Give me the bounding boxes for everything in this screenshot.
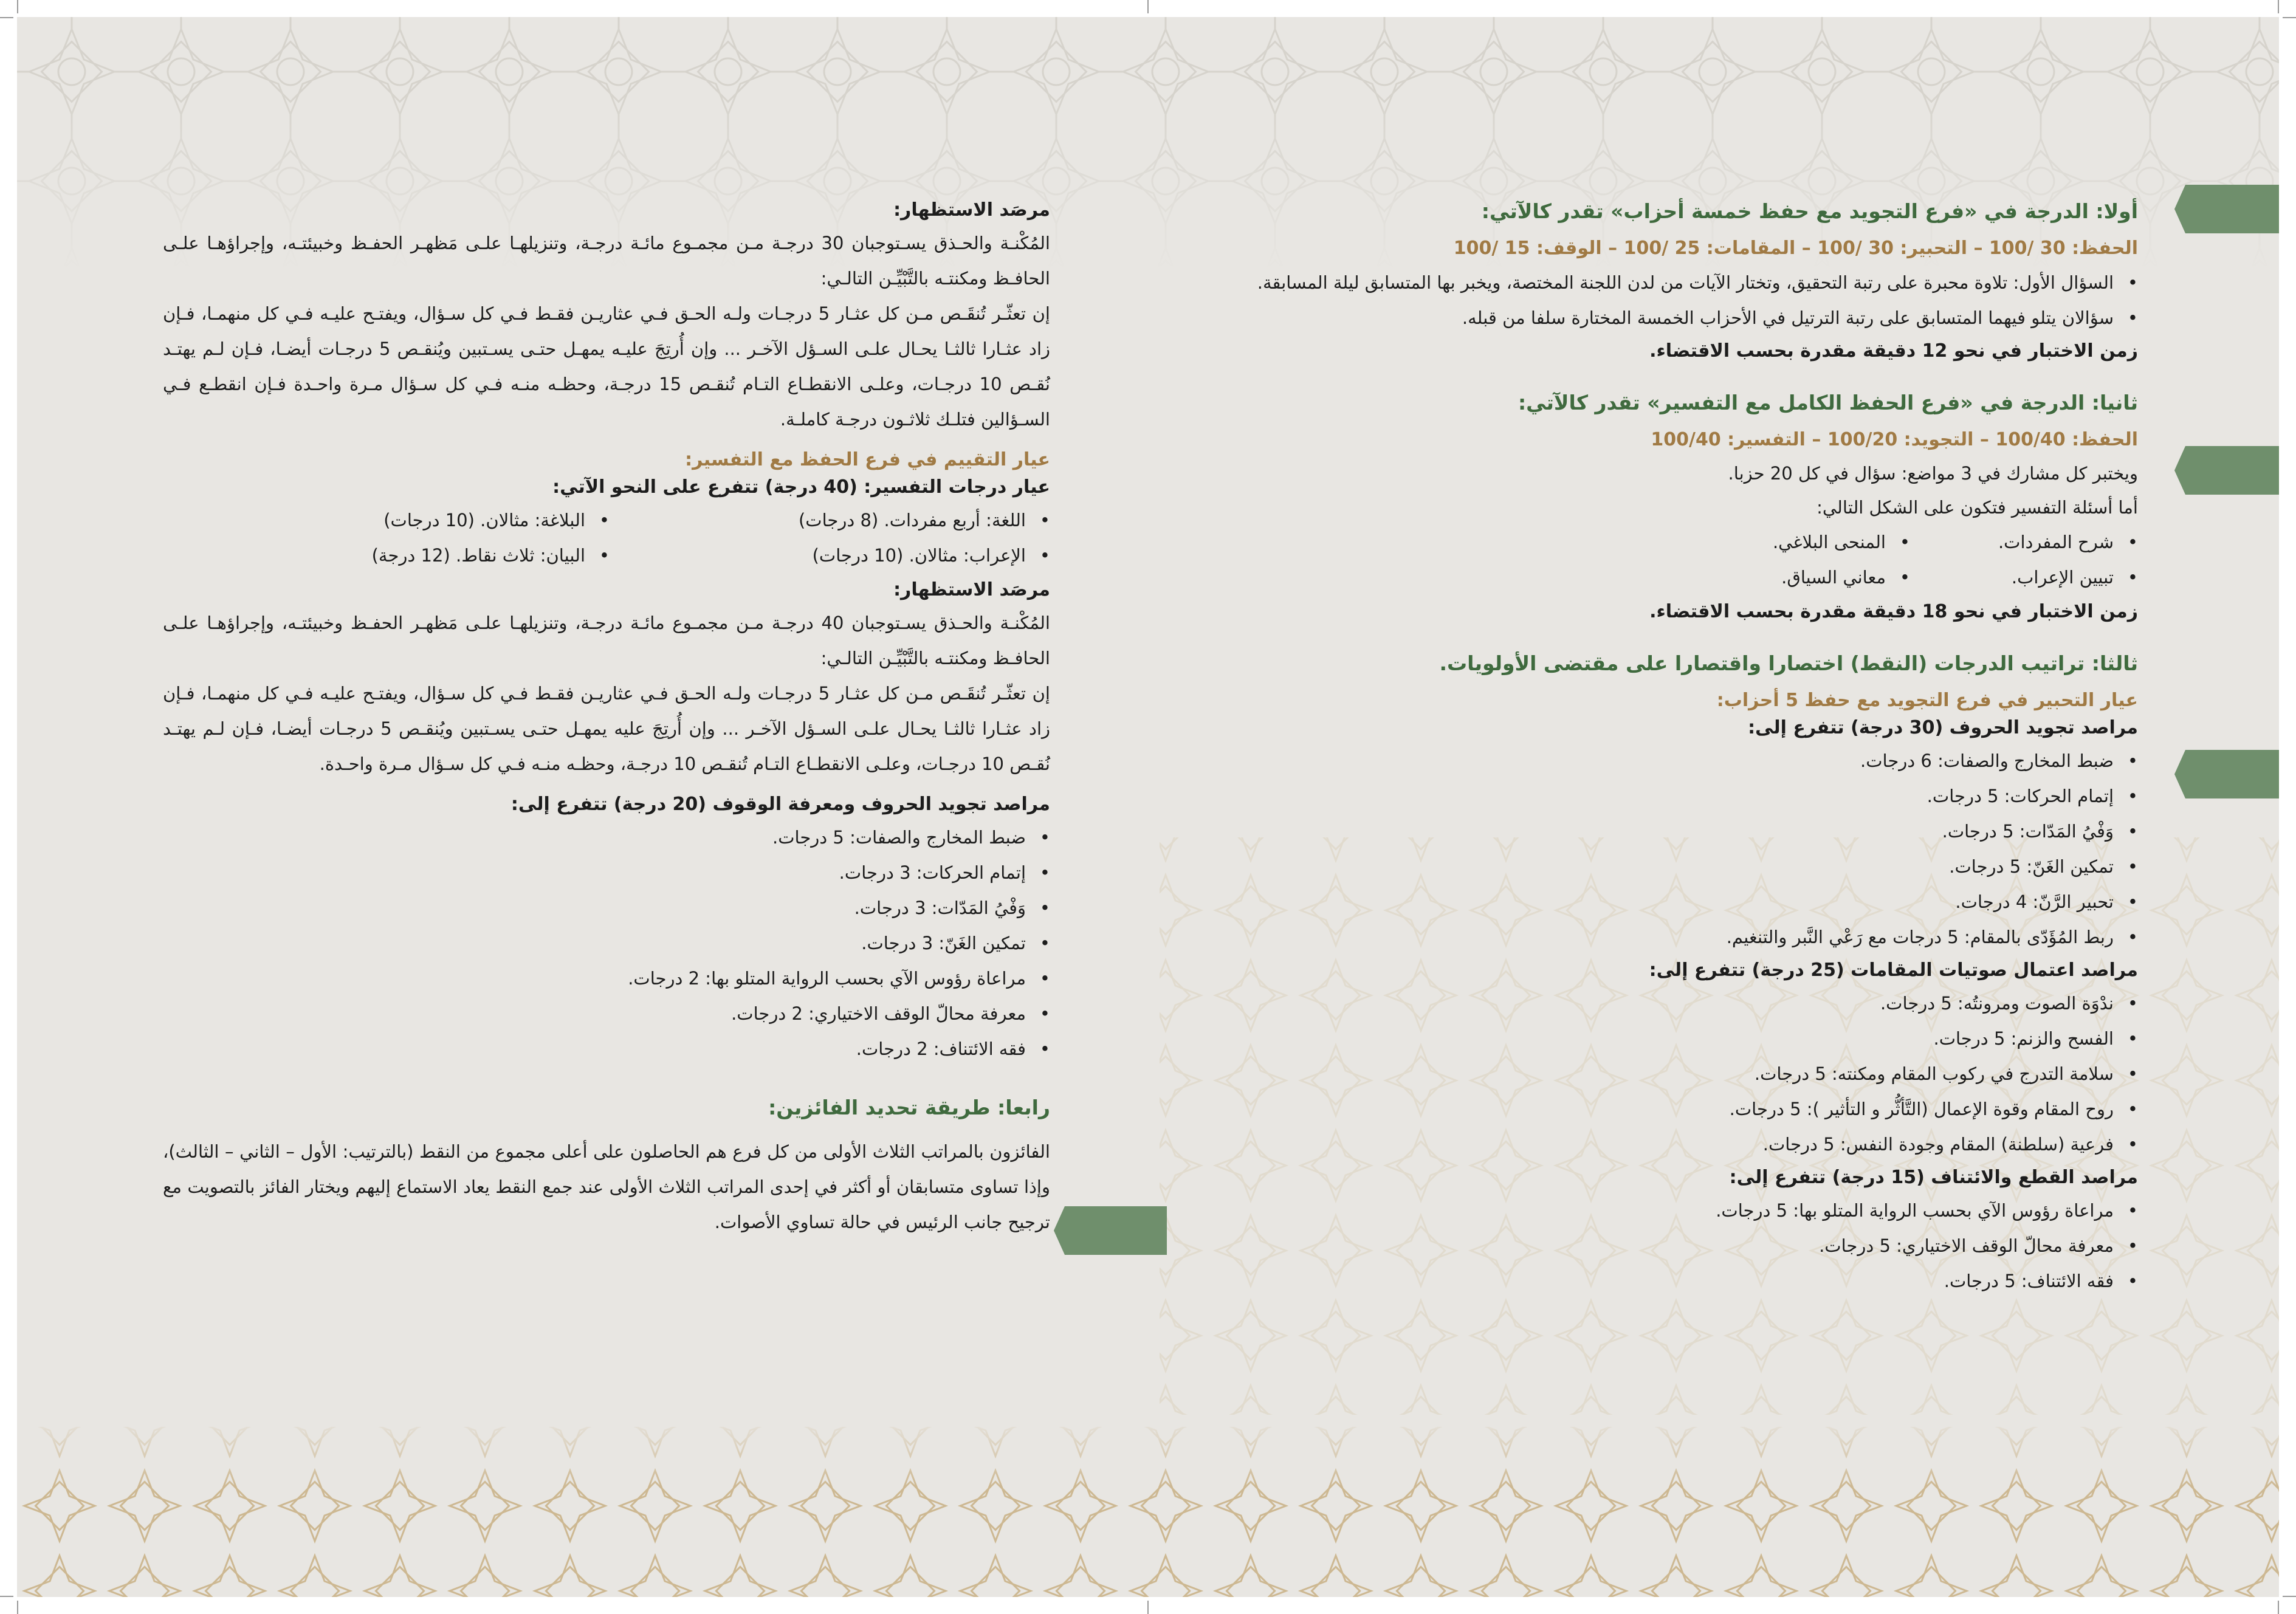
section-tab-2 [2185, 446, 2279, 495]
section-2-time: زمن الاختبار في نحو 18 دقيقة مقدرة بحسب الاقتضاء. [1649, 601, 2138, 622]
section-1-weights: الحفظ: 30 /100 – التحبير: 30 /100 – المقامات: 25 /100 – الوقف: 15 /100 [1453, 238, 2138, 259]
list-item: • السؤال الأول: تلاوة محبرة على رتبة التحقيق، وتختار الآيات من لدن اللجنة المختصة، ويخبر بها المتسابق ليلة المسابقة. [1245, 265, 2114, 300]
section-1-time: زمن الاختبار في نحو 12 دقيقة مقدرة بحسب الاقتضاء. [1649, 340, 2138, 362]
list-item: • شرح المفردات. [1904, 524, 2114, 560]
memorization-heading-2: مرصَد الاستظهار: [893, 579, 1050, 600]
crop-mark [17, 1601, 18, 1614]
list-item: • اللغة: أربع مفردات. (8 درجات) [603, 503, 1026, 538]
list-item: • إتمام الحركات: 3 درجات. [163, 855, 1026, 890]
section-tab-4 [1065, 1206, 1167, 1255]
list-item: • وَفْيُ المَدّات: 3 درجات. [163, 890, 1026, 925]
tafsir-grades-list [163, 503, 1050, 573]
list-item: • الإعراب: مثالان. (10 درجات) [603, 538, 1026, 573]
list-item: • وَفْيُ المَدّات: 5 درجات. [1245, 814, 2114, 849]
brochure-spread [17, 17, 2279, 1597]
section-1-list [1245, 265, 2138, 335]
section-3-criteria: عيار التحبير في فرع التجويد مع حفظ 5 أحزاب: [1716, 690, 2138, 711]
crop-mark [2278, 1601, 2279, 1614]
list-item: • المنحى البلاغي. [1676, 524, 1886, 560]
maqamat-heading: مراصد اعتمال صوتيات المقامات (25 درجة) تتفرع إلى: [1649, 960, 2138, 981]
list-item: • سلامة التدرج في ركوب المقام ومكنته: 5 درجات. [1245, 1056, 2114, 1091]
tafsir-criteria-heading: عيار التقييم في فرع الحفظ مع التفسير: [685, 449, 1050, 470]
section-2-line: ويختبر كل مشارك في 3 مواضع: سؤال في كل 20 حزبا. [1728, 463, 2138, 484]
list-item: • معرفة محالّ الوقف الاختياري: 2 درجات. [163, 996, 1026, 1031]
list-item: • الفسح والزنم: 5 درجات. [1245, 1021, 2114, 1056]
paragraph: إن تعثّـر تُنقَـص مـن كل عثـار 5 درجـات ولـه الحـق فـي عثاريـن فقـط فـي كل سـؤال، ويفتـح عليـه فـي كل منهمـا، فـإن زاد عثـارا ثالثـا يحـال علـى السـؤل الآخـر ... وإن أُرتِجَ عليـه يمهـل حتـى يسـتبين ويُنقـص 5 درجـات أيضـا، فـإن لـم يهتـد نُقـص 10 درجـات، وعلـى الانقطـاع التـام تُنقـص 15 درجـة، وحظـه منـه فـي كل سـؤال مـرة واحـدة فـإن انقطـع فـي السـؤالين فتلـك ثلاثـون درجـة كاملـة. [163, 303, 1050, 430]
list-item: • فقه الائتناف: 2 درجات. [163, 1031, 1026, 1066]
crop-mark [2283, 17, 2296, 18]
list-item: • ندْوَة الصوت ومرونتُه: 5 درجات. [1245, 986, 2114, 1021]
crop-mark [2278, 0, 2279, 13]
maqamat-list [1245, 986, 2138, 1162]
paragraph: المُكْنـة والحـذق يسـتوجبان 40 درجـة مـن مجمـوع مائـة درجـة، وتنزيلهـا علـى مَظهـر الحفـظ وخبيئتـه، وإجراؤهـا علـى الحافـظ ومكنتـه بالتَّبْيِّـن التالـي: [163, 613, 1050, 668]
section-2-weights: الحفظ: 100/40 – التجويد: 100/20 – التفسير: 100/40 [1651, 429, 2138, 450]
list-item: • تحبير الرَّنّ: 4 درجات. [1245, 884, 2114, 919]
crop-mark [1147, 1601, 1149, 1614]
list-item: • روح المقام وقوة الإعمال (التَّأثُّر و التأثير ): 5 درجات. [1245, 1091, 2114, 1127]
stops-list [1245, 1193, 2138, 1299]
right-page [1245, 199, 2138, 1303]
list-item: • مراعاة رؤوس الآي بحسب الرواية المتلو بها: 5 درجات. [1245, 1193, 2114, 1228]
stops-heading: مراصد القطع والائتناف (15 درجة) تتفرع إلى: [1729, 1167, 2138, 1188]
winners-heading: رابعا: طريقة تحديد الفائزين: [768, 1096, 1050, 1119]
list-item: • ضبط المخارج والصفات: 6 درجات. [1245, 743, 2114, 778]
memorization-heading-1: مرصَد الاستظهار: [893, 199, 1050, 221]
section-2-heading: ثانيا: الدرجة في «فرع الحفظ الكامل مع التفسير» تقدر كالآتي: [1517, 391, 2138, 414]
crop-mark [0, 1596, 13, 1597]
list-item: • البلاغة: مثالان. (10 درجات) [163, 503, 585, 538]
left-page [163, 199, 1050, 1240]
list-item: • مراعاة رؤوس الآي بحسب الرواية المتلو بها: 2 درجات. [163, 961, 1026, 996]
list-item: • فقه الائتناف: 5 درجات. [1245, 1263, 2114, 1299]
list-item: • سؤالان يتلو فيهما المتسابق على رتبة الترتيل في الأحزاب الخمسة المختارة سلفا من قبله. [1245, 300, 2114, 335]
tafsir-grades-heading: عيار درجات التفسير: (40 درجة) تتفرع على النحو الآتي: [552, 476, 1050, 498]
paragraph: المُكْنـة والحـذق يسـتوجبان 30 درجـة مـن مجمـوع مائـة درجـة، وتنزيلهـا علـى مَظهـر الحفـظ وخبيئتـه، وإجراؤهـا علـى الحافـظ ومكنتـه بالتَّبْيِّـن التالـي: [163, 233, 1050, 289]
list-item: • تبيين الإعراب. [1904, 560, 2114, 595]
crop-mark [2283, 1596, 2296, 1597]
list-item: • إتمام الحركات: 5 درجات. [1245, 778, 2114, 814]
list-item: • ضبط المخارج والصفات: 5 درجات. [163, 820, 1026, 855]
tajweed-stops-heading: مراصد تجويد الحروف ومعرفة الوقوف (20 درجة) تتفرع إلى: [510, 794, 1050, 815]
section-1-heading: أولا: الدرجة في «فرع التجويد مع حفظ خمسة أحزاب» تقدر كالآتي: [1481, 199, 2138, 223]
crop-mark [0, 17, 13, 18]
tafsir-questions-list [1676, 524, 2138, 595]
list-item: • ربط المُؤَدّى بالمقام: 5 درجات مع رَعْي النَّبر والتنغيم. [1245, 919, 2114, 955]
section-tab-1 [2185, 185, 2279, 233]
winners-paragraph: الفائزون بالمراتب الثلاث الأولى من كل فرع هم الحاصلون على أعلى مجموع من النقط (بالترتيب: الأول – الثاني – الثالث)، وإذا تساوى متسابقان أو أكثر في إحدى المراتب الثلاث الأولى عند جمع النقط يعاد الاستماع إليهم ويختار الفائز بالتصويت مع ترجيح جانب الرئيس في حالة تساوي الأصوات. [163, 1141, 1050, 1232]
section-tab-3 [2185, 750, 2279, 798]
list-item: • البيان: ثلاث نقاط. (12 درجة) [163, 538, 585, 573]
crop-mark [17, 0, 18, 13]
letters-tajweed-list [1245, 743, 2138, 955]
list-item: • تمكين الغَنّ: 5 درجات. [1245, 849, 2114, 884]
list-item: • معرفة محالّ الوقف الاختياري: 5 درجات. [1245, 1228, 2114, 1263]
paragraph: إن تعثّـر تُنقَـص مـن كل عثـار 5 درجـات ولـه الحـق فـي عثاريـن فقـط فـي كل سـؤال، ويفتـح عليـه فـي كل منهمـا، فـإن زاد عثـارا ثالثـا يحـال علـى السـؤل الآخـر ... وإن أُرتِجَ عليه يمهـل حتـى يسـتبين ويُنقـص 5 درجـات أيضـا، فـإن لـم يهتـد نُقـص 10 درجـات، وعلـى الانقطـاع التـام تُنقـص 10 درجـة، وحظـه منـه فـي كل سـؤال مـرة واحـدة. [163, 683, 1051, 774]
tajweed-stops-list [163, 820, 1050, 1066]
list-item: • معاني السياق. [1676, 560, 1886, 595]
section-3-heading: ثالثا: تراتيب الدرجات (النقط) اختصارا واقتصارا على مقتضى الأولويات. [1439, 651, 2138, 675]
crop-mark [1147, 0, 1149, 13]
section-2-line: أما أسئلة التفسير فتكون على الشكل التالي: [1817, 497, 2138, 518]
letters-tajweed-heading: مراصد تجويد الحروف (30 درجة) تتفرع إلى: [1748, 717, 2138, 738]
list-item: • تمكين الغَنّ: 3 درجات. [163, 925, 1026, 961]
list-item: • فرعية (سلطنة) المقام وجودة النفس: 5 درجات. [1245, 1127, 2114, 1162]
